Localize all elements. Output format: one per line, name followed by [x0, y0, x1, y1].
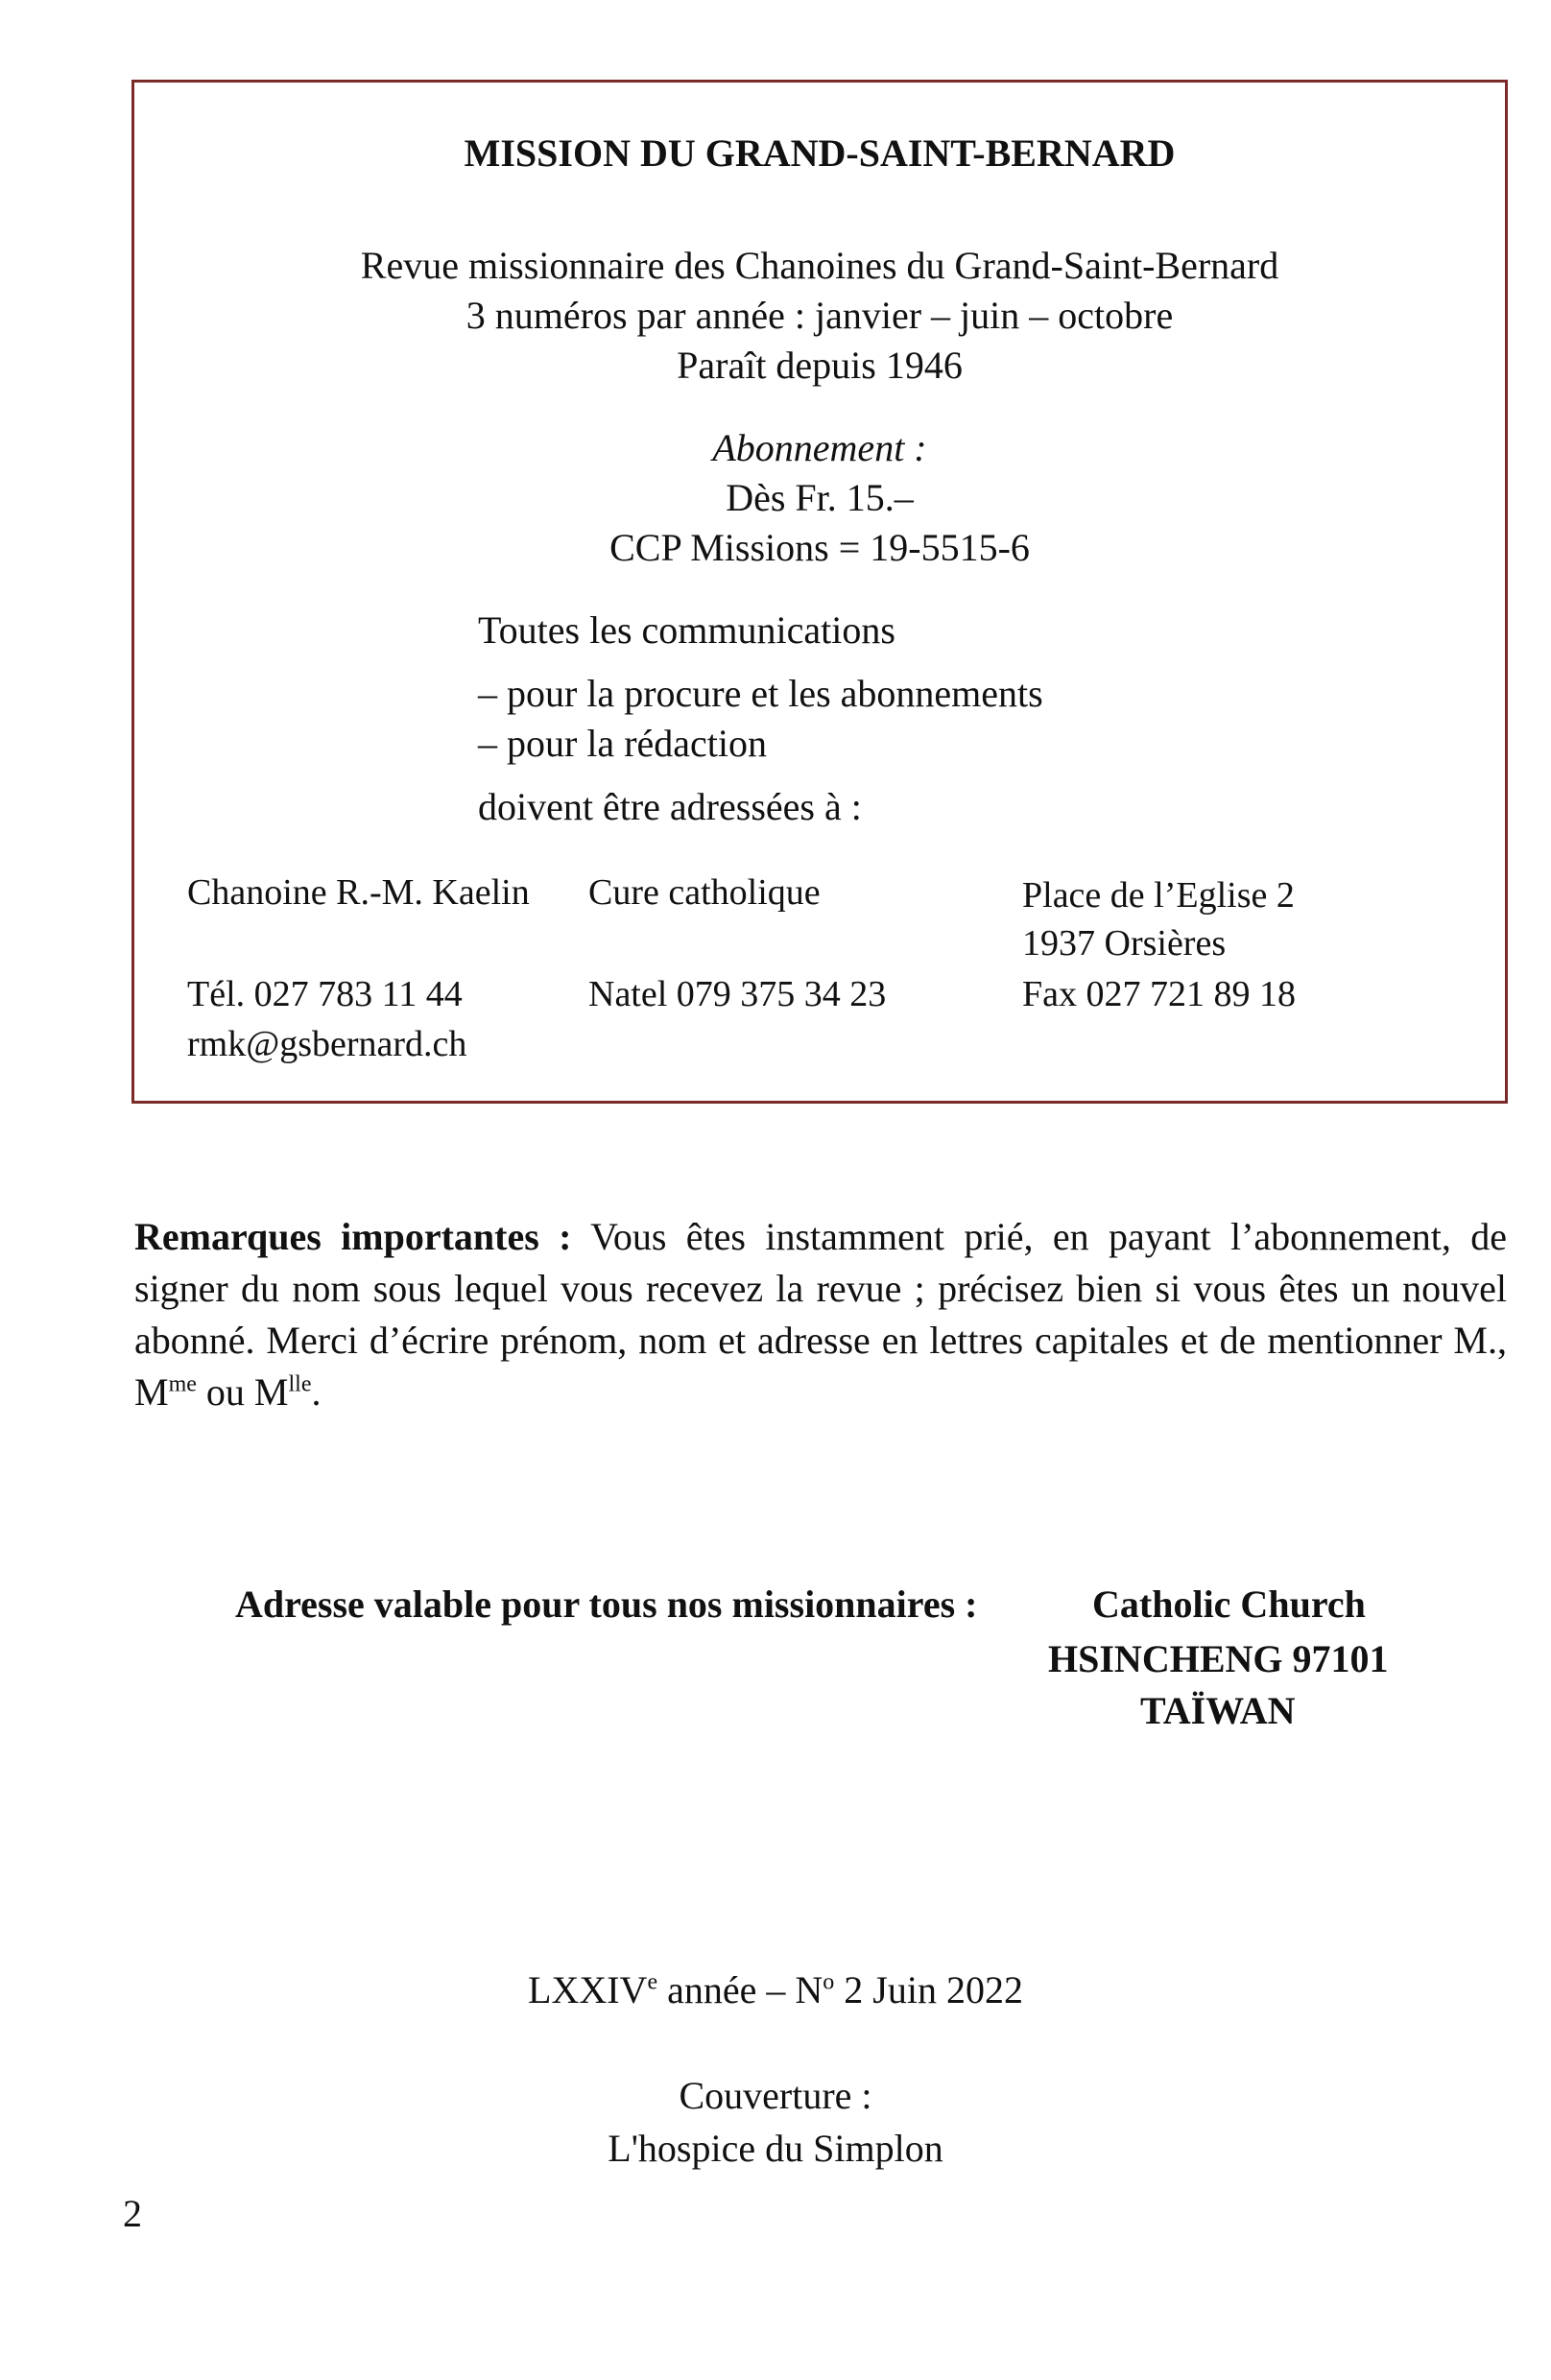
remarks-sup-me: me [168, 1371, 197, 1397]
remarks-text-end: . [311, 1370, 322, 1414]
missionaries-address-line-3: TAÏWAN [1140, 1689, 1296, 1732]
page-number: 2 [123, 2192, 142, 2235]
contact-place: Cure catholique [588, 872, 821, 913]
subtitle-line-1: Revue missionnaire des Chanoines du Grand-Saint-Bernard [360, 244, 1279, 287]
communications-item-procure: – pour la procure et les abonnements [478, 672, 1043, 715]
contact-natel: Natel 079 375 34 23 [588, 974, 887, 1014]
cover-caption: L'hospice du Simplon [608, 2127, 943, 2170]
contact-fax: Fax 027 721 89 18 [1022, 974, 1296, 1014]
cover-label: Couverture : [679, 2074, 872, 2117]
remarks-sup-lle: lle [288, 1371, 312, 1397]
edition-line [0, 1967, 1551, 2012]
remarks-label: Remarques importantes : [134, 1215, 572, 1258]
subtitle-line-2: 3 numéros par année : janvier – juin – octobre [465, 294, 1174, 337]
info-box [131, 80, 1508, 1104]
contact-street: Place de l’Eglise 2 [1022, 875, 1295, 916]
remarks-text-mid: ou M [196, 1370, 289, 1414]
subscription-label: Abonnement : [712, 426, 927, 469]
edition-number-sup: o [823, 1969, 835, 1995]
subtitle-line-3: Paraît depuis 1946 [677, 344, 963, 387]
contact-email: rmk@gsbernard.ch [187, 1024, 467, 1064]
edition-volume-sup: e [647, 1969, 658, 1995]
missionaries-address-line-1: Catholic Church [1092, 1583, 1366, 1626]
communications-outro: doivent être adressées à : [478, 785, 862, 828]
remarks-text-main: Vous êtes instamment prié, en payant l’abonnement, de signer du nom sous lequel vous recevez la revue ; précisez bien si vous êtes un nouvel abonné. Merci d’écrire prénom, nom et adresse en lettres capitales et de mentionner M., M [134, 1215, 1507, 1414]
edition-after-volume: année – N [657, 1968, 823, 2011]
communications-intro: Toutes les communications [478, 608, 895, 652]
edition-issue: 2 Juin 2022 [834, 1968, 1023, 2011]
edition-volume: LXXIV [528, 1968, 648, 2011]
box-title: MISSION DU GRAND-SAINT-BERNARD [464, 131, 1176, 175]
missionaries-address-line-2: HSINCHENG 97101 [1048, 1637, 1389, 1680]
subscription-price: Dès Fr. 15.– [726, 476, 914, 519]
contact-name: Chanoine R.-M. Kaelin [187, 872, 530, 913]
subscription-ccp: CCP Missions = 19-5515-6 [609, 526, 1030, 569]
remarks-paragraph [134, 1211, 1507, 1418]
communications-item-redaction: – pour la rédaction [478, 722, 767, 765]
contact-tel: Tél. 027 783 11 44 [187, 974, 463, 1014]
contact-city: 1937 Orsières [1022, 923, 1227, 964]
missionaries-address-label: Adresse valable pour tous nos missionnaires : [235, 1583, 978, 1626]
